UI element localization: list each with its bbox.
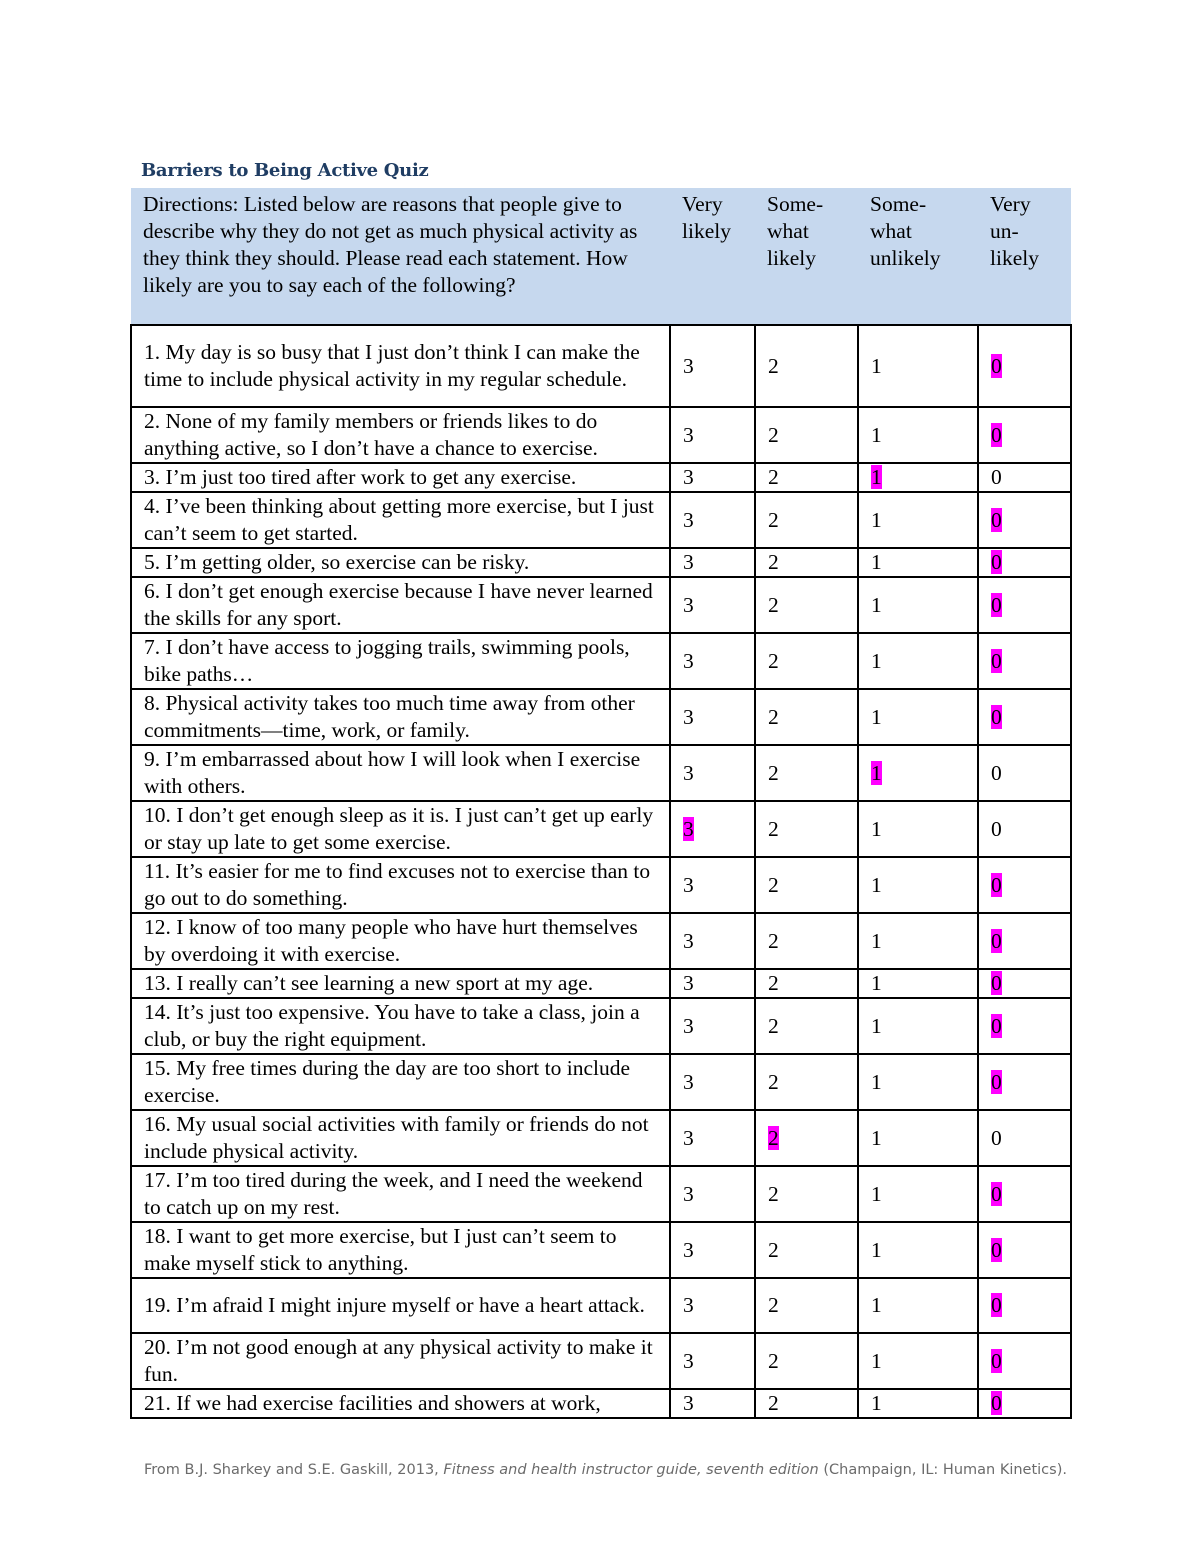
- score-cell[interactable]: [670, 913, 755, 969]
- selected-score: 0: [991, 1293, 1002, 1317]
- score-value: 3: [683, 353, 694, 378]
- selected-score: 0: [991, 592, 1002, 617]
- score-value: 2: [768, 507, 779, 532]
- score-value: 2: [768, 465, 779, 489]
- directions-cell: Directions: Listed below are reasons that people give to describe why they do not get as much physical activity as they think they should. Please read each statement. How likely are you to say each of the following?: [131, 188, 670, 325]
- score-cell[interactable]: [755, 577, 858, 633]
- selected-score: 0: [991, 704, 1002, 729]
- score-value: 1: [871, 1237, 882, 1262]
- score-value: 1: [871, 592, 882, 617]
- score-cell[interactable]: [858, 1278, 978, 1333]
- table-row: [131, 1222, 1071, 1278]
- score-cell[interactable]: [978, 1278, 1071, 1333]
- score-value: 3: [683, 928, 694, 953]
- statement-cell: 2. None of my family members or friends likes to do anything active, so I don’t have a chance to exercise.: [131, 407, 670, 463]
- table-row: [131, 463, 1071, 492]
- selected-score: 0: [991, 1348, 1002, 1373]
- statement-cell: 20. I’m not good enough at any physical activity to make it fun.: [131, 1333, 670, 1389]
- score-value: 3: [683, 1125, 694, 1150]
- score-value: 1: [871, 1348, 882, 1373]
- score-value: 3: [683, 971, 694, 995]
- selected-score: 0: [991, 1391, 1002, 1415]
- score-value: 3: [683, 704, 694, 729]
- score-cell[interactable]: [755, 325, 858, 407]
- score-cell[interactable]: [755, 801, 858, 857]
- score-value: 3: [683, 592, 694, 617]
- table-row: [131, 969, 1071, 998]
- score-cell[interactable]: [755, 913, 858, 969]
- table-row: [131, 801, 1071, 857]
- statement-cell: 21. If we had exercise facilities and showers at work,: [131, 1389, 670, 1418]
- score-cell[interactable]: [978, 1166, 1071, 1222]
- score-value: 2: [768, 1391, 779, 1415]
- score-cell[interactable]: [670, 1222, 755, 1278]
- score-cell[interactable]: [670, 1110, 755, 1166]
- score-value: 3: [683, 1237, 694, 1262]
- header-label-line: unlikely: [870, 246, 941, 270]
- page-title: Barriers to Being Active Quiz: [141, 160, 429, 181]
- score-value: 3: [683, 422, 694, 447]
- score-cell[interactable]: [978, 577, 1071, 633]
- statement-cell: 16. My usual social activities with family or friends do not include physical activity.: [131, 1110, 670, 1166]
- score-value: 3: [683, 1391, 694, 1415]
- score-value: 1: [871, 1293, 882, 1317]
- score-value: 1: [871, 971, 882, 995]
- table-row: [131, 492, 1071, 548]
- score-cell[interactable]: [755, 1389, 858, 1418]
- score-cell[interactable]: [670, 577, 755, 633]
- score-value: 1: [871, 1181, 882, 1206]
- statement-cell: 14. It’s just too expensive. You have to take a class, join a club, or buy the right equipment.: [131, 998, 670, 1054]
- score-value: 2: [768, 1348, 779, 1373]
- table-row: [131, 1333, 1071, 1389]
- score-value: 2: [768, 422, 779, 447]
- score-cell[interactable]: [755, 1110, 858, 1166]
- header-very-unlikely: [978, 188, 1071, 325]
- score-value: 3: [683, 1013, 694, 1038]
- score-value: 3: [683, 1348, 694, 1373]
- score-cell[interactable]: [858, 492, 978, 548]
- score-cell[interactable]: [978, 325, 1071, 407]
- citation-prefix: From B.J. Sharkey and S.E. Gaskill, 2013,: [144, 1462, 444, 1478]
- table-row: [131, 913, 1071, 969]
- score-cell[interactable]: [858, 969, 978, 998]
- score-cell[interactable]: [755, 463, 858, 492]
- score-value: 2: [768, 928, 779, 953]
- selected-score: 0: [991, 550, 1002, 574]
- score-value: 1: [871, 928, 882, 953]
- statement-cell: 13. I really can’t see learning a new sport at my age.: [131, 969, 670, 998]
- score-cell[interactable]: [670, 1166, 755, 1222]
- score-cell[interactable]: [978, 857, 1071, 913]
- table-row: [131, 1166, 1071, 1222]
- table-row: [131, 745, 1071, 801]
- statement-cell: 8. Physical activity takes too much time away from other commitments—time, work, or family.: [131, 689, 670, 745]
- score-cell[interactable]: [755, 407, 858, 463]
- header-label-line: Some-: [870, 192, 927, 216]
- selected-score: 0: [991, 971, 1002, 995]
- statement-cell: 9. I’m embarrassed about how I will look when I exercise with others.: [131, 745, 670, 801]
- header-somewhat-likely: [755, 188, 858, 325]
- selected-score: 2: [768, 1125, 779, 1150]
- score-value: 2: [768, 704, 779, 729]
- score-cell[interactable]: [978, 1054, 1071, 1110]
- score-cell[interactable]: [755, 548, 858, 577]
- quiz-body: [131, 325, 1071, 1418]
- header-label-line: Very: [990, 192, 1031, 216]
- score-value: 1: [871, 1069, 882, 1094]
- score-cell[interactable]: [670, 325, 755, 407]
- statement-cell: 5. I’m getting older, so exercise can be risky.: [131, 548, 670, 577]
- header-label-line: likely: [767, 246, 816, 270]
- score-value: 2: [768, 971, 779, 995]
- quiz-table: [130, 188, 1072, 1419]
- score-cell[interactable]: [858, 1222, 978, 1278]
- score-value: 1: [871, 872, 882, 897]
- score-cell[interactable]: [670, 1278, 755, 1333]
- score-cell[interactable]: [978, 1333, 1071, 1389]
- selected-score: 0: [991, 507, 1002, 532]
- score-cell[interactable]: [670, 1054, 755, 1110]
- header-label-line: Some-: [767, 192, 824, 216]
- statement-cell: 17. I’m too tired during the week, and I need the weekend to catch up on my rest.: [131, 1166, 670, 1222]
- table-row: [131, 325, 1071, 407]
- table-row: [131, 548, 1071, 577]
- selected-score: 0: [991, 1069, 1002, 1094]
- selected-score: 1: [871, 760, 882, 785]
- score-cell[interactable]: [978, 633, 1071, 689]
- score-value: 0: [991, 1125, 1002, 1150]
- score-value: 2: [768, 872, 779, 897]
- header-label-line: un-: [990, 219, 1019, 243]
- score-cell[interactable]: [978, 969, 1071, 998]
- score-value: 1: [871, 422, 882, 447]
- score-cell[interactable]: [755, 1166, 858, 1222]
- score-cell[interactable]: [755, 1222, 858, 1278]
- score-cell[interactable]: [670, 633, 755, 689]
- table-row: [131, 1110, 1071, 1166]
- statement-cell: 12. I know of too many people who have hurt themselves by overdoing it with exercise.: [131, 913, 670, 969]
- score-cell[interactable]: [670, 998, 755, 1054]
- header-row: [131, 188, 1071, 325]
- score-cell[interactable]: [858, 577, 978, 633]
- score-cell[interactable]: [755, 689, 858, 745]
- header-very-likely: [670, 188, 755, 325]
- table-row: [131, 1054, 1071, 1110]
- table-row: [131, 1278, 1071, 1333]
- citation-book: Fitness and health instructor guide, seventh edition: [443, 1462, 819, 1478]
- score-value: 2: [768, 550, 779, 574]
- statement-cell: 4. I’ve been thinking about getting more exercise, but I just can’t seem to get started.: [131, 492, 670, 548]
- score-value: 2: [768, 1181, 779, 1206]
- statement-cell: 19. I’m afraid I might injure myself or have a heart attack.: [131, 1278, 670, 1333]
- score-cell[interactable]: [670, 548, 755, 577]
- score-cell[interactable]: [670, 407, 755, 463]
- score-cell[interactable]: [858, 463, 978, 492]
- score-value: 3: [683, 507, 694, 532]
- score-value: 2: [768, 1069, 779, 1094]
- selected-score: 0: [991, 1237, 1002, 1262]
- score-cell[interactable]: [978, 1222, 1071, 1278]
- score-cell[interactable]: [858, 1110, 978, 1166]
- score-cell[interactable]: [858, 1166, 978, 1222]
- score-value: 3: [683, 648, 694, 673]
- statement-cell: 6. I don’t get enough exercise because I have never learned the skills for any sport.: [131, 577, 670, 633]
- citation: [144, 1462, 1067, 1478]
- score-value: 1: [871, 353, 882, 378]
- score-value: 2: [768, 1013, 779, 1038]
- score-cell[interactable]: [755, 492, 858, 548]
- score-cell[interactable]: [858, 857, 978, 913]
- score-value: 1: [871, 816, 882, 841]
- score-value: 0: [991, 760, 1002, 785]
- score-value: 2: [768, 1293, 779, 1317]
- score-cell[interactable]: [755, 1333, 858, 1389]
- score-value: 1: [871, 550, 882, 574]
- statement-cell: 11. It’s easier for me to find excuses not to exercise than to go out to do something.: [131, 857, 670, 913]
- statement-cell: 18. I want to get more exercise, but I just can’t seem to make myself stick to anything.: [131, 1222, 670, 1278]
- score-value: 3: [683, 465, 694, 489]
- score-cell[interactable]: [858, 998, 978, 1054]
- score-cell[interactable]: [978, 1110, 1071, 1166]
- header-label-line: likely: [682, 219, 731, 243]
- table-row: [131, 1389, 1071, 1418]
- header-somewhat-unlikely: [858, 188, 978, 325]
- score-value: 3: [683, 1069, 694, 1094]
- score-cell[interactable]: [858, 633, 978, 689]
- selected-score: 0: [991, 928, 1002, 953]
- score-cell[interactable]: [978, 1389, 1071, 1418]
- header-label-line: what: [870, 219, 912, 243]
- score-cell[interactable]: [978, 407, 1071, 463]
- score-cell[interactable]: [755, 1278, 858, 1333]
- statement-cell: 1. My day is so busy that I just don’t think I can make the time to include physical activity in my regular schedule.: [131, 325, 670, 407]
- selected-score: 0: [991, 1013, 1002, 1038]
- score-value: 1: [871, 704, 882, 729]
- score-cell[interactable]: [978, 492, 1071, 548]
- score-value: 3: [683, 1181, 694, 1206]
- score-value: 1: [871, 648, 882, 673]
- score-value: 3: [683, 872, 694, 897]
- score-value: 0: [991, 816, 1002, 841]
- score-cell[interactable]: [755, 633, 858, 689]
- selected-score: 1: [871, 465, 882, 489]
- score-value: 1: [871, 1013, 882, 1038]
- score-cell[interactable]: [858, 1389, 978, 1418]
- score-cell[interactable]: [858, 1333, 978, 1389]
- score-cell[interactable]: [670, 1389, 755, 1418]
- score-cell[interactable]: [858, 689, 978, 745]
- header-label-line: Very: [682, 192, 723, 216]
- score-cell[interactable]: [755, 969, 858, 998]
- statement-cell: 3. I’m just too tired after work to get any exercise.: [131, 463, 670, 492]
- statement-cell: 15. My free times during the day are too short to include exercise.: [131, 1054, 670, 1110]
- statement-cell: 7. I don’t have access to jogging trails, swimming pools, bike paths…: [131, 633, 670, 689]
- score-value: 2: [768, 592, 779, 617]
- score-value: 3: [683, 1293, 694, 1317]
- selected-score: 0: [991, 1181, 1002, 1206]
- score-value: 2: [768, 1237, 779, 1262]
- score-cell[interactable]: [858, 407, 978, 463]
- score-cell[interactable]: [670, 1333, 755, 1389]
- score-cell[interactable]: [978, 548, 1071, 577]
- score-cell[interactable]: [670, 801, 755, 857]
- citation-suffix: (Champaign, IL: Human Kinetics).: [818, 1462, 1067, 1478]
- table-row: [131, 577, 1071, 633]
- table-row: [131, 407, 1071, 463]
- score-cell[interactable]: [670, 857, 755, 913]
- score-cell[interactable]: [670, 463, 755, 492]
- score-value: 1: [871, 507, 882, 532]
- score-cell[interactable]: [978, 745, 1071, 801]
- selected-score: 0: [991, 422, 1002, 447]
- score-value: 2: [768, 760, 779, 785]
- table-row: [131, 689, 1071, 745]
- score-cell[interactable]: [978, 463, 1071, 492]
- table-row: [131, 857, 1071, 913]
- score-cell[interactable]: [858, 548, 978, 577]
- score-cell[interactable]: [858, 745, 978, 801]
- score-value: 0: [991, 465, 1002, 489]
- score-cell[interactable]: [858, 1054, 978, 1110]
- score-value: 3: [683, 760, 694, 785]
- score-cell[interactable]: [755, 998, 858, 1054]
- score-cell[interactable]: [755, 745, 858, 801]
- selected-score: 0: [991, 353, 1002, 378]
- score-cell[interactable]: [755, 1054, 858, 1110]
- selected-score: 0: [991, 872, 1002, 897]
- score-value: 2: [768, 816, 779, 841]
- score-cell[interactable]: [858, 325, 978, 407]
- score-cell[interactable]: [755, 857, 858, 913]
- selected-score: 3: [683, 816, 694, 841]
- score-cell[interactable]: [858, 801, 978, 857]
- score-cell[interactable]: [978, 801, 1071, 857]
- score-cell[interactable]: [978, 689, 1071, 745]
- score-value: 2: [768, 353, 779, 378]
- score-cell[interactable]: [978, 913, 1071, 969]
- score-value: 1: [871, 1125, 882, 1150]
- score-cell[interactable]: [670, 492, 755, 548]
- score-value: 2: [768, 648, 779, 673]
- selected-score: 0: [991, 648, 1002, 673]
- score-cell[interactable]: [670, 689, 755, 745]
- score-value: 1: [871, 1391, 882, 1415]
- table-row: [131, 998, 1071, 1054]
- score-cell[interactable]: [978, 998, 1071, 1054]
- score-cell[interactable]: [670, 745, 755, 801]
- header-label-line: likely: [990, 246, 1039, 270]
- score-cell[interactable]: [670, 969, 755, 998]
- score-cell[interactable]: [858, 913, 978, 969]
- table-row: [131, 633, 1071, 689]
- score-value: 3: [683, 550, 694, 574]
- header-label-line: what: [767, 219, 809, 243]
- statement-cell: 10. I don’t get enough sleep as it is. I just can’t get up early or stay up late to get some exercise.: [131, 801, 670, 857]
